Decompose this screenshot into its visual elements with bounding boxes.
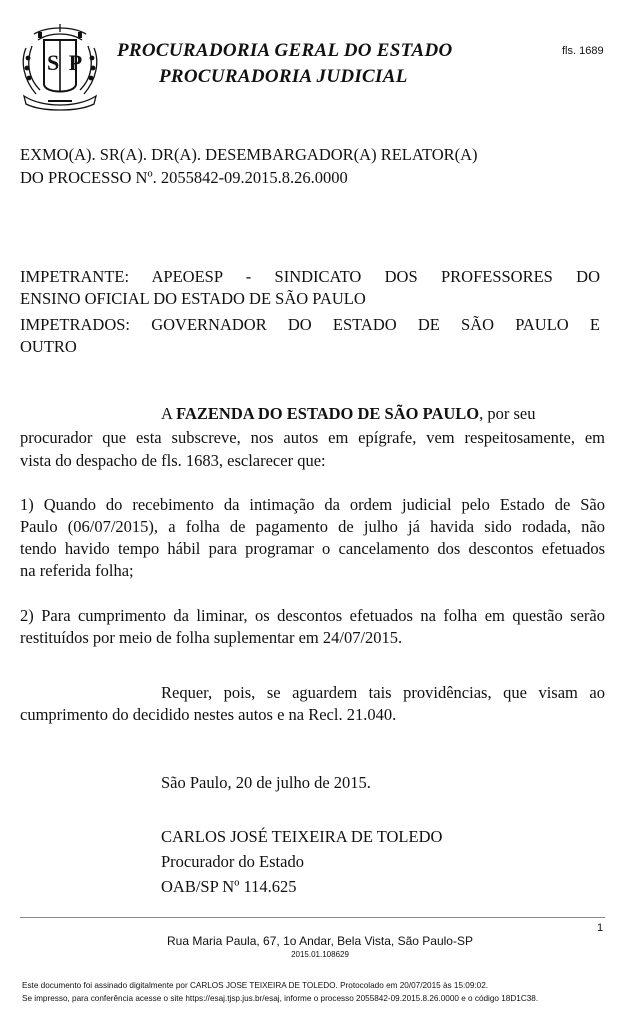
impetrados-line-1: IMPETRADOS: GOVERNADOR DO ESTADO DE SÃO PAULO E [20,315,600,334]
item1-line-1: 1) Quando do recebimento da intimação da ordem judicial pelo Estado de São [20,495,605,514]
item1-line-2: Paulo (06/07/2015), a folha de pagamento de julho já havida sido rodada, não [20,517,605,536]
entity-name: FAZENDA DO ESTADO DE SÃO PAULO [176,404,480,423]
intro-prefix: A [161,404,177,423]
intro-line-1 [161,403,536,425]
item1-line-3: tendo havido tempo hábil para programar o cancelamento dos descontos efetuados [20,539,605,558]
place-and-date: São Paulo, 20 de julho de 2015. [161,773,371,792]
addressee-line-1: EXMO(A). SR(A). DR(A). DESEMBARGADOR(A) RELATOR(A) [20,145,478,164]
addressee-line-2: DO PROCESSO Nº. 2055842-09.2015.8.26.0000 [20,168,348,187]
digital-signature-notice-2: Se impresso, para conferência acesse o site https://esaj.tjsp.jus.br/esaj, informe o processo 2055842-09.2015.8.26.0000 e o código 18D1C38. [22,994,539,1003]
impetrados-line-2: OUTRO [20,337,77,356]
intro-line-2: procurador que esta subscreve, nos autos em epígrafe, vem respeitosamente, em [20,428,605,447]
org-title-line1: PROCURADORIA GERAL DO ESTADO [117,40,453,61]
footer-divider [20,917,605,918]
request-line-1: Requer, pois, se aguardem tais providências, que visam ao [161,683,605,702]
request-line-2: cumprimento do decidido nestes autos e na Recl. 21.040. [20,705,397,724]
item2-line-1: 2) Para cumprimento da liminar, os descontos efetuados na folha em questão serão [20,606,605,625]
intro-line-3: vista do despacho de fls. 1683, esclarecer que: [20,451,326,470]
impetrante-line-1: IMPETRANTE: APEOESP - SINDICATO DOS PROFESSORES DO [20,267,600,286]
org-title-line2: PROCURADORIA JUDICIAL [159,66,408,87]
footer-address: Rua Maria Paula, 67, 1o Andar, Bela Vista, São Paulo-SP [167,934,473,948]
signatory-oab: OAB/SP Nº 114.625 [161,877,297,896]
footer-code: 2015.01.108629 [291,950,349,959]
signatory-name: CARLOS JOSÉ TEIXEIRA DE TOLEDO [161,827,443,846]
page-reference: fls. 1689 [562,45,604,57]
impetrante-line-2: ENSINO OFICIAL DO ESTADO DE SÃO PAULO [20,289,366,308]
seal-letters: S P [47,50,85,75]
signatory-title: Procurador do Estado [161,852,304,871]
item1-line-4: na referida folha; [20,561,134,580]
page-number: 1 [597,922,604,934]
intro-suffix: , por seu [479,404,536,423]
item2-line-2: restituídos por meio de folha suplementar em 24/07/2015. [20,628,403,647]
digital-signature-notice-1: Este documento foi assinado digitalmente por CARLOS JOSE TEIXEIRA DE TOLEDO. Protocolado em 20/07/2015 às 15:09:02. [22,981,489,990]
